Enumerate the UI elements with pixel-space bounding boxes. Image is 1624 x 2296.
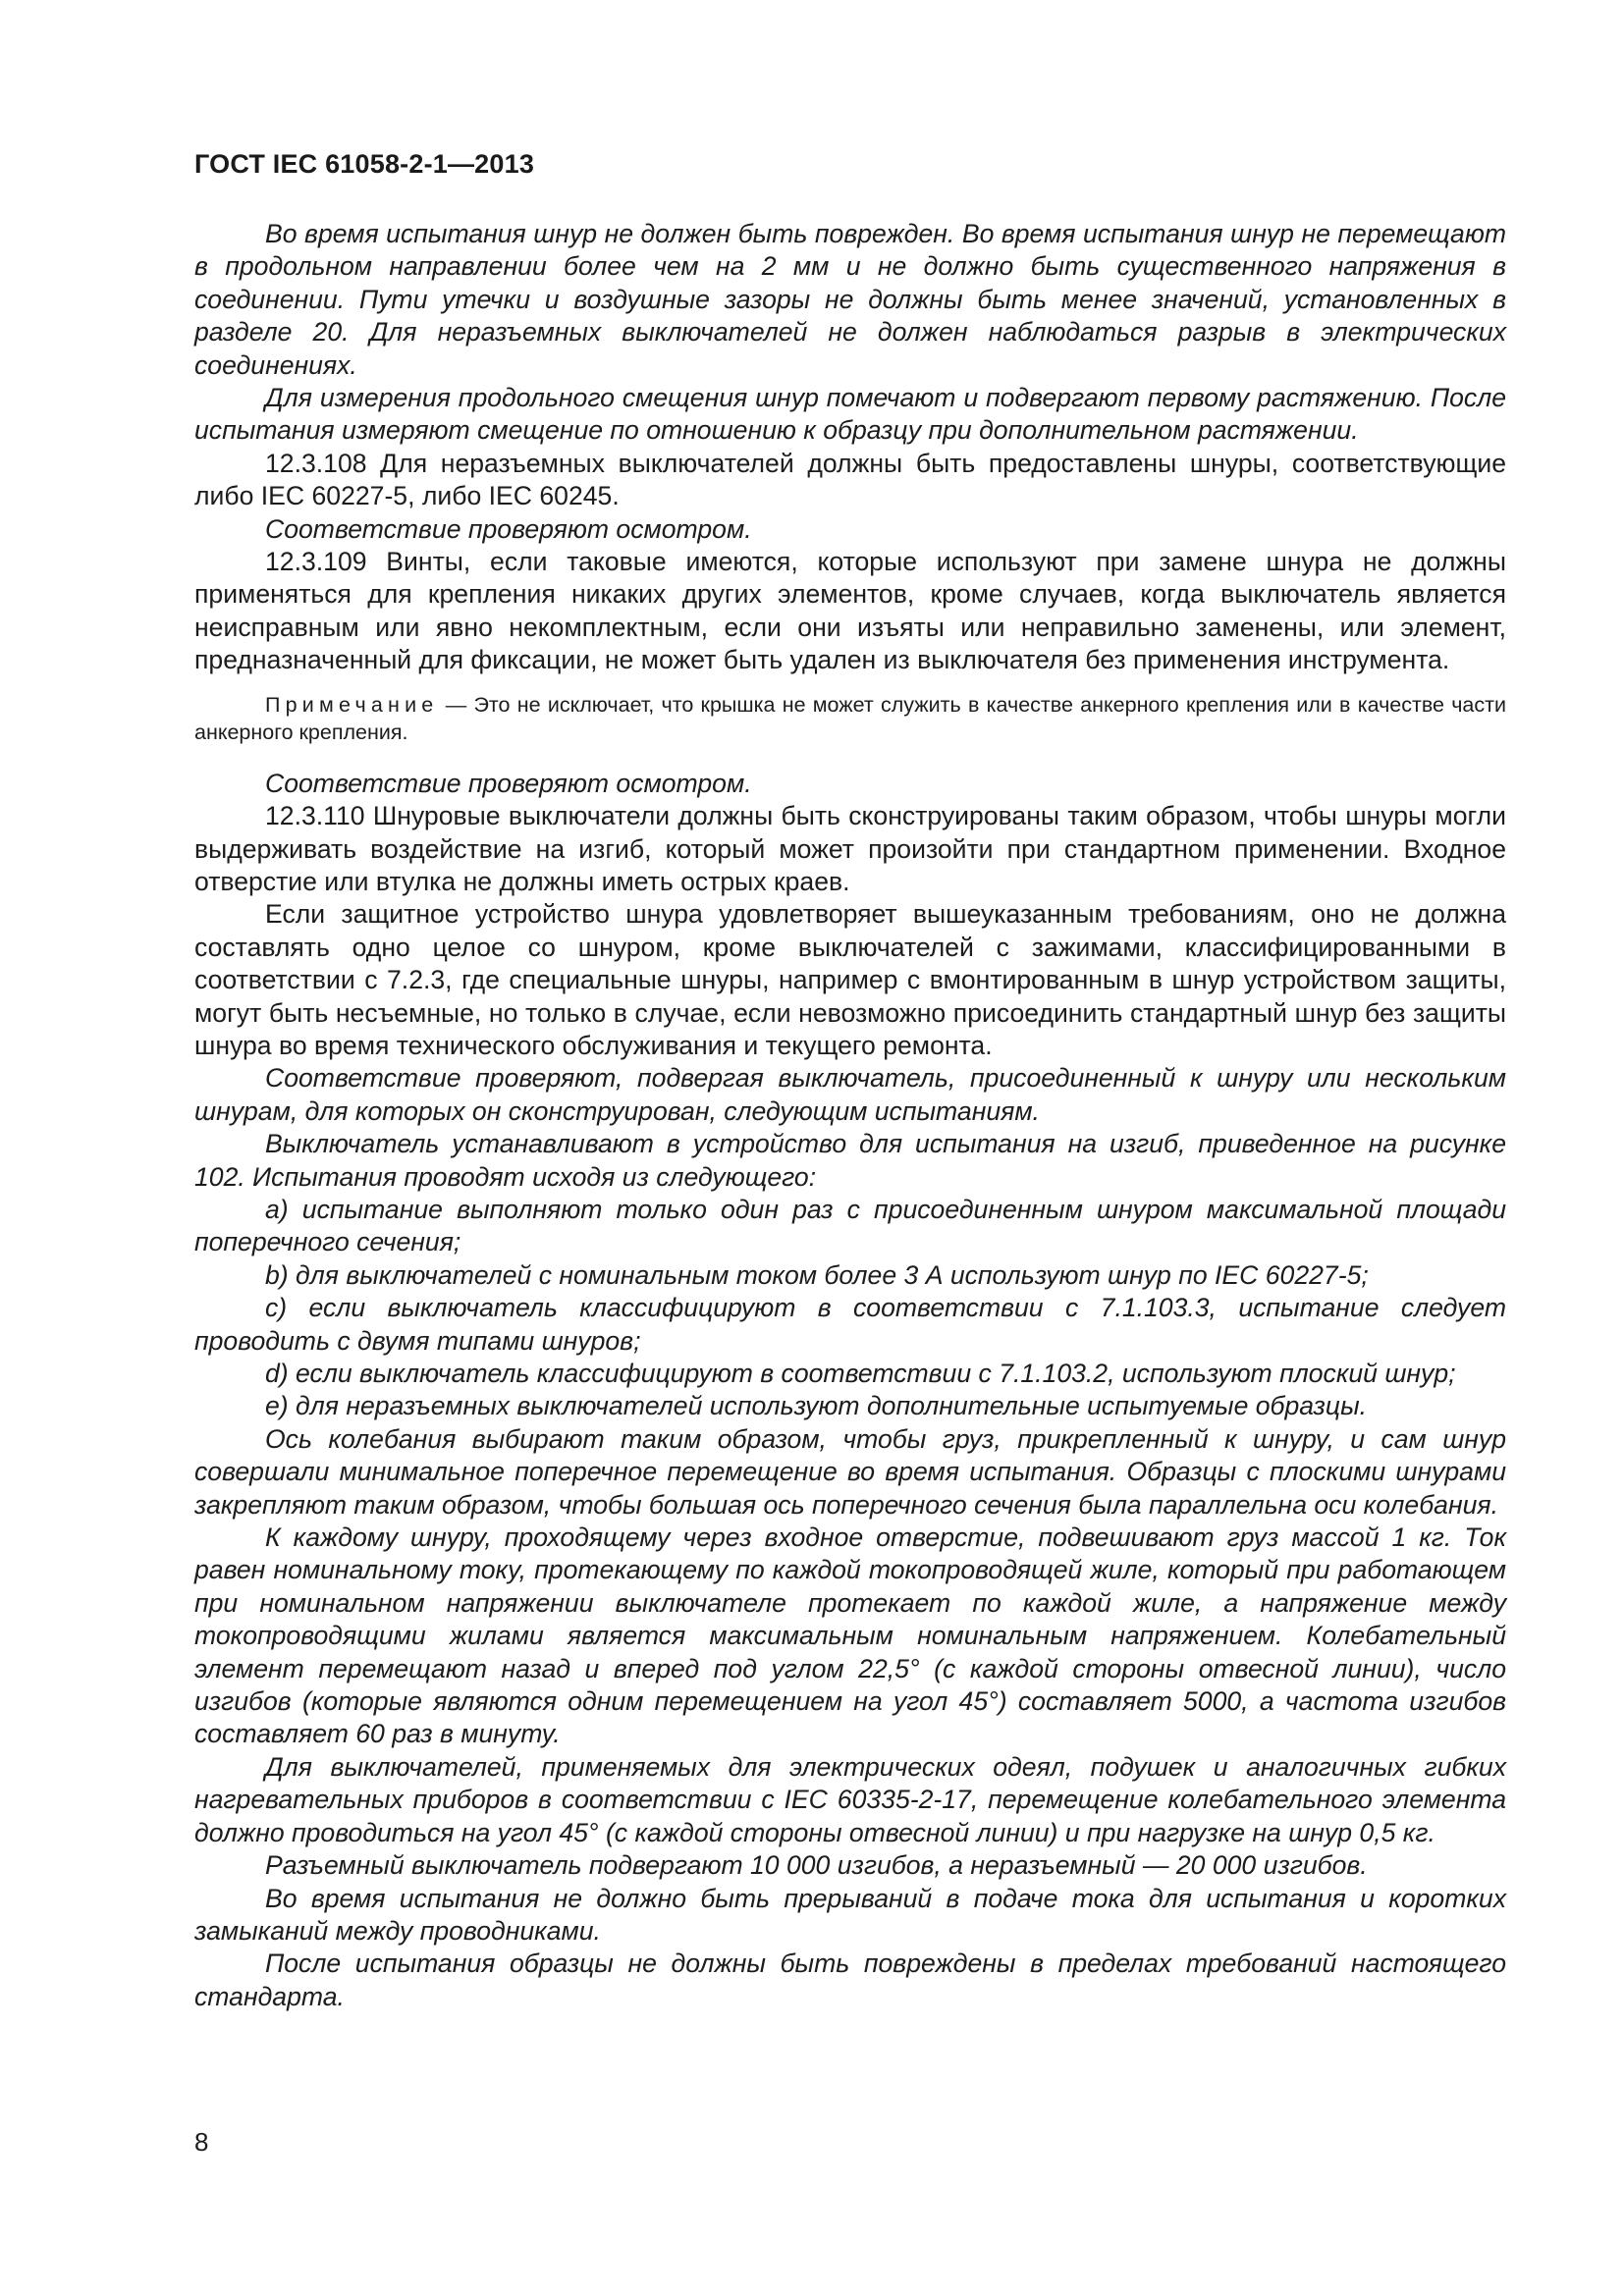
list-item-a: a) испытание выполняют только один раз с присоединенным шнуром максимальной площади поперечного сечения; [194, 1194, 1506, 1257]
clause-12-3-108: 12.3.108 Для неразъемных выключателей должны быть предоставлены шнуры, соответствующие либо IEC 60227-5, либо IEC 60245. [194, 448, 1506, 511]
paragraph-oscillation-axis: Ось колебания выбирают таким образом, чтобы груз, прикрепленный к шнуру, и сам шнур совершали минимальное поперечное перемещение во время испытания. Образцы с плоскими шнурами закрепляют таким образом, чтобы большая ось поперечного сечения была параллельна оси колебания. [194, 1423, 1506, 1520]
note-text: — Это не исключает, что крышка не может служить в качестве анкерного крепления или в качестве части анкерного крепления. [194, 692, 1506, 744]
compliance-inspection-1: Соответствие проверяют осмотром. [265, 513, 752, 544]
paragraph-load-current: К каждому шнуру, проходящему через входное отверстие, подвешивают груз массой 1 кг. Ток равен номинальному току, протекающему по каждой токопроводящей жиле, который при работающем при номинальном напряжении выключателе протекает по каждой жиле, а напряжение между токопроводящими жилами является максимальным номинальным напряжением. Колебательный элемент перемещают назад и вперед под углом 22,5° (с каждой стороны отвесной линии), число изгибов (которые являются одним перемещением на угол 45°) составляет 5000, а частота изгибов составляет 60 раз в минуту. [194, 1522, 1506, 1749]
clause-12-3-109: 12.3.109 Винты, если таковые имеются, которые используют при замене шнура не должны применяться для крепления никаких других элементов, кроме случаев, когда выключатель является неисправным или явно некомплектным, если они изъяты или неправильно заменены, или элемент, предназначенный для фиксации, не может быть удален из выключателя без применения инструмента. [194, 547, 1506, 675]
list-item-b: b) для выключателей с номинальным током более 3 А используют шнур по IEC 60227-5; [265, 1259, 1369, 1290]
clause-12-3-110: 12.3.110 Шнуровые выключатели должны быть сконструированы таким образом, чтобы шнуры могли выдерживать воздействие на изгиб, который может произойти при стандартном применении. Входное отверстие или втулка не должны иметь острых краев. [194, 801, 1506, 896]
paragraph-compliance-tests: Соответствие проверяют, подвергая выключатель, присоединенный к шнуру или нескольким шнурам, для которых он сконструирован, следующим испытаниям. [194, 1063, 1506, 1126]
paragraph-cord-damage: Во время испытания шнур не должен быть поврежден. Во время испытания шнур не перемещают в продольном направлении более чем на 2 мм и не должно быть существенного напряжения в соединении. Пути утечки и воздушные зазоры не должны быть менее значений, установленных в разделе 20. Для неразъемных выключателей не должен наблюдаться разрыв в электрических соединениях. [194, 219, 1506, 380]
list-item-d: d) если выключатель классифицируют в соответствии с 7.1.103.2, используют плоский шнур; [265, 1359, 1456, 1388]
document-header: ГОСТ IEC 61058-2-1—2013 [194, 149, 535, 179]
paragraph-flex-apparatus: Выключатель устанавливают в устройство для испытания на изгиб, приведенное на рисунке 102. Испытания проводят исходя из следующего: [194, 1129, 1506, 1192]
list-item-e: e) для неразъемных выключателей используют дополнительные испытуемые образцы. [265, 1391, 1368, 1421]
note [194, 691, 1506, 746]
page-number: 8 [194, 2127, 209, 2157]
paragraph-after-test: После испытания образцы не должны быть повреждены в пределах требований настоящего стандарта. [194, 1949, 1506, 2011]
paragraph-no-interruption: Во время испытания не должно быть прерываний в подаче тока для испытания и коротких замыканий между проводниками. [194, 1883, 1506, 1946]
paragraph-displacement-measure: Для измерения продольного смещения шнур помечают и подвергают первому растяжению. После испытания измеряют смещение по отношению к образцу при дополнительном растяжении. [194, 383, 1506, 446]
paragraph-flex-count: Разъемный выключатель подвергают 10 000 изгибов, а неразъемный — 20 000 изгибов. [265, 1850, 1368, 1881]
document-body [194, 218, 1506, 2013]
paragraph-heating-appliances: Для выключателей, применяемых для электрических одеял, подушек и аналогичных гибких нагревательных приборов в соответствии с IEC 60335-2-17, перемещение колебательного элемента должно проводиться на угол 45° (с каждой стороны отвесной линии) и при нагрузке на шнур 0,5 кг. [194, 1751, 1506, 1847]
list-item-c: c) если выключатель классифицируют в соответствии с 7.1.103.3, испытание следует проводить с двумя типами шнуров; [194, 1293, 1506, 1356]
paragraph-cord-guard: Если защитное устройство шнура удовлетворяет вышеуказанным требованиям, оно не должна составлять одно целое со шнуром, кроме выключателей с зажимами, классифицированными в соответствии с 7.2.3, где специальные шнуры, например с вмонтированным в шнур устройством защиты, могут быть несъемные, но только в случае, если невозможно присоединить стандартный шнур без защиты шнура во время технического обслуживания и текущего ремонта. [194, 899, 1506, 1060]
compliance-inspection-2: Соответствие проверяют осмотром. [265, 768, 752, 798]
note-label: Примечание [265, 692, 439, 717]
